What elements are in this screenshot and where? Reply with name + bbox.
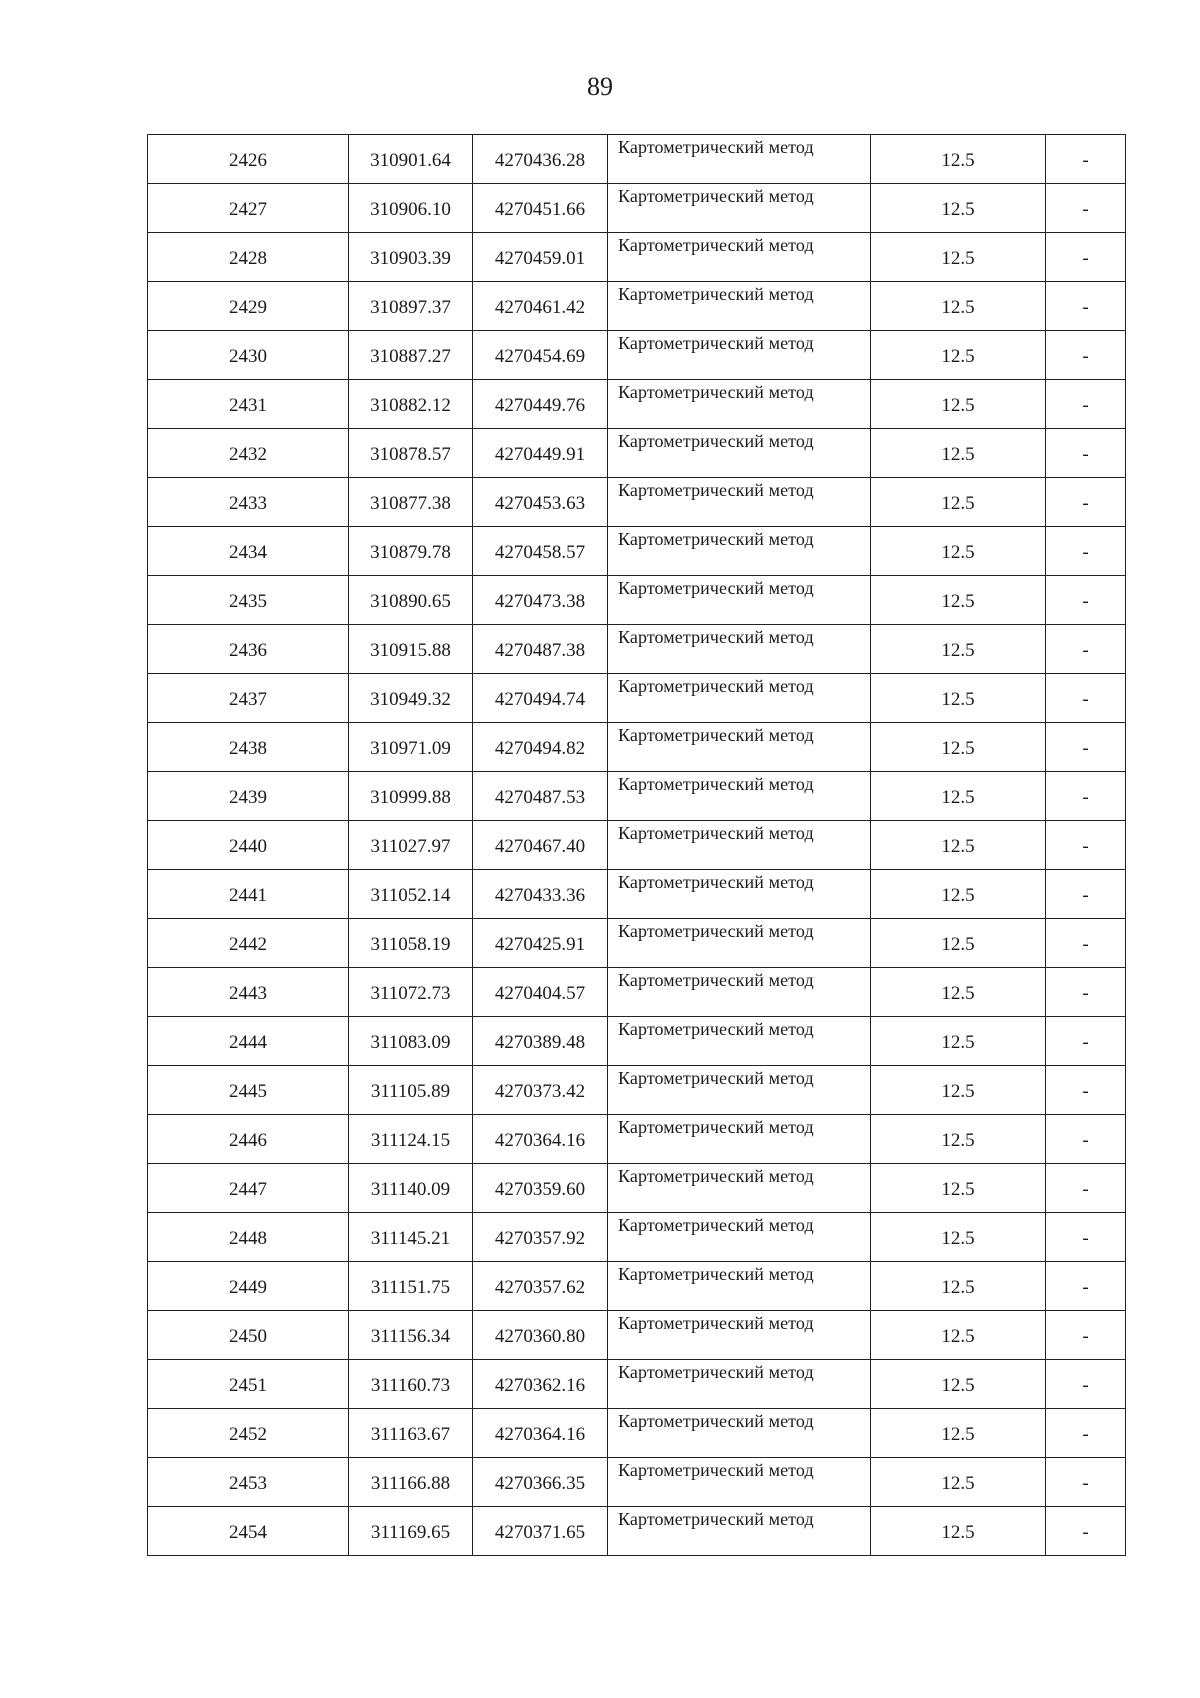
accuracy-cell: 12.5 (871, 1311, 1046, 1360)
accuracy-cell: 12.5 (871, 1213, 1046, 1262)
note-cell: - (1046, 1017, 1126, 1066)
note-cell: - (1046, 1066, 1126, 1115)
point-number-cell: 2443 (148, 968, 349, 1017)
note-cell: - (1046, 233, 1126, 282)
y-coordinate-cell: 4270364.16 (473, 1409, 608, 1458)
point-number-cell: 2442 (148, 919, 349, 968)
table-row (148, 380, 1126, 429)
point-number-cell: 2431 (148, 380, 349, 429)
note-cell: - (1046, 135, 1126, 184)
note-cell: - (1046, 1311, 1126, 1360)
y-coordinate-cell: 4270449.76 (473, 380, 608, 429)
method-cell: Картометрический метод (608, 1164, 871, 1213)
note-cell: - (1046, 429, 1126, 478)
x-coordinate-cell: 310915.88 (349, 625, 473, 674)
accuracy-cell: 12.5 (871, 723, 1046, 772)
y-coordinate-cell: 4270487.38 (473, 625, 608, 674)
x-coordinate-cell: 311156.34 (349, 1311, 473, 1360)
y-coordinate-cell: 4270389.48 (473, 1017, 608, 1066)
x-coordinate-cell: 310882.12 (349, 380, 473, 429)
point-number-cell: 2447 (148, 1164, 349, 1213)
table-row (148, 1311, 1126, 1360)
point-number-cell: 2433 (148, 478, 349, 527)
table-row (148, 1115, 1126, 1164)
method-cell: Картометрический метод (608, 1458, 871, 1507)
point-number-cell: 2445 (148, 1066, 349, 1115)
note-cell: - (1046, 1507, 1126, 1556)
x-coordinate-cell: 311166.88 (349, 1458, 473, 1507)
coordinates-table-body (148, 135, 1126, 1556)
y-coordinate-cell: 4270357.92 (473, 1213, 608, 1262)
note-cell: - (1046, 870, 1126, 919)
y-coordinate-cell: 4270404.57 (473, 968, 608, 1017)
note-cell: - (1046, 478, 1126, 527)
y-coordinate-cell: 4270366.35 (473, 1458, 608, 1507)
x-coordinate-cell: 310890.65 (349, 576, 473, 625)
accuracy-cell: 12.5 (871, 772, 1046, 821)
x-coordinate-cell: 310949.32 (349, 674, 473, 723)
x-coordinate-cell: 311160.73 (349, 1360, 473, 1409)
method-cell: Картометрический метод (608, 380, 871, 429)
y-coordinate-cell: 4270433.36 (473, 870, 608, 919)
accuracy-cell: 12.5 (871, 331, 1046, 380)
x-coordinate-cell: 311163.67 (349, 1409, 473, 1458)
x-coordinate-cell: 310901.64 (349, 135, 473, 184)
accuracy-cell: 12.5 (871, 1507, 1046, 1556)
table-row (148, 282, 1126, 331)
method-cell: Картометрический метод (608, 968, 871, 1017)
x-coordinate-cell: 311145.21 (349, 1213, 473, 1262)
note-cell: - (1046, 380, 1126, 429)
accuracy-cell: 12.5 (871, 1115, 1046, 1164)
y-coordinate-cell: 4270371.65 (473, 1507, 608, 1556)
method-cell: Картометрический метод (608, 331, 871, 380)
table-row (148, 919, 1126, 968)
y-coordinate-cell: 4270459.01 (473, 233, 608, 282)
method-cell: Картометрический метод (608, 625, 871, 674)
method-cell: Картометрический метод (608, 576, 871, 625)
x-coordinate-cell: 310999.88 (349, 772, 473, 821)
point-number-cell: 2448 (148, 1213, 349, 1262)
note-cell: - (1046, 331, 1126, 380)
table-row (148, 821, 1126, 870)
y-coordinate-cell: 4270357.62 (473, 1262, 608, 1311)
accuracy-cell: 12.5 (871, 233, 1046, 282)
accuracy-cell: 12.5 (871, 282, 1046, 331)
method-cell: Картометрический метод (608, 870, 871, 919)
method-cell: Картометрический метод (608, 1409, 871, 1458)
method-cell: Картометрический метод (608, 233, 871, 282)
accuracy-cell: 12.5 (871, 1409, 1046, 1458)
point-number-cell: 2434 (148, 527, 349, 576)
x-coordinate-cell: 311083.09 (349, 1017, 473, 1066)
note-cell: - (1046, 723, 1126, 772)
note-cell: - (1046, 968, 1126, 1017)
method-cell: Картометрический метод (608, 1360, 871, 1409)
method-cell: Картометрический метод (608, 1066, 871, 1115)
point-number-cell: 2426 (148, 135, 349, 184)
accuracy-cell: 12.5 (871, 380, 1046, 429)
y-coordinate-cell: 4270449.91 (473, 429, 608, 478)
y-coordinate-cell: 4270494.82 (473, 723, 608, 772)
method-cell: Картометрический метод (608, 1213, 871, 1262)
y-coordinate-cell: 4270494.74 (473, 674, 608, 723)
table-row (148, 870, 1126, 919)
note-cell: - (1046, 184, 1126, 233)
table-row (148, 1213, 1126, 1262)
accuracy-cell: 12.5 (871, 478, 1046, 527)
point-number-cell: 2435 (148, 576, 349, 625)
x-coordinate-cell: 311169.65 (349, 1507, 473, 1556)
point-number-cell: 2451 (148, 1360, 349, 1409)
x-coordinate-cell: 311058.19 (349, 919, 473, 968)
note-cell: - (1046, 1262, 1126, 1311)
point-number-cell: 2446 (148, 1115, 349, 1164)
table-row (148, 331, 1126, 380)
method-cell: Картометрический метод (608, 1507, 871, 1556)
note-cell: - (1046, 1360, 1126, 1409)
point-number-cell: 2437 (148, 674, 349, 723)
point-number-cell: 2453 (148, 1458, 349, 1507)
method-cell: Картометрический метод (608, 1262, 871, 1311)
accuracy-cell: 12.5 (871, 576, 1046, 625)
table-row (148, 429, 1126, 478)
note-cell: - (1046, 282, 1126, 331)
accuracy-cell: 12.5 (871, 625, 1046, 674)
method-cell: Картометрический метод (608, 429, 871, 478)
point-number-cell: 2449 (148, 1262, 349, 1311)
accuracy-cell: 12.5 (871, 184, 1046, 233)
x-coordinate-cell: 311052.14 (349, 870, 473, 919)
accuracy-cell: 12.5 (871, 821, 1046, 870)
note-cell: - (1046, 1409, 1126, 1458)
method-cell: Картометрический метод (608, 723, 871, 772)
table-row (148, 576, 1126, 625)
x-coordinate-cell: 310906.10 (349, 184, 473, 233)
method-cell: Картометрический метод (608, 184, 871, 233)
y-coordinate-cell: 4270461.42 (473, 282, 608, 331)
y-coordinate-cell: 4270425.91 (473, 919, 608, 968)
method-cell: Картометрический метод (608, 1017, 871, 1066)
accuracy-cell: 12.5 (871, 527, 1046, 576)
accuracy-cell: 12.5 (871, 1164, 1046, 1213)
method-cell: Картометрический метод (608, 821, 871, 870)
x-coordinate-cell: 310971.09 (349, 723, 473, 772)
table-row (148, 968, 1126, 1017)
method-cell: Картометрический метод (608, 135, 871, 184)
y-coordinate-cell: 4270362.16 (473, 1360, 608, 1409)
y-coordinate-cell: 4270360.80 (473, 1311, 608, 1360)
accuracy-cell: 12.5 (871, 674, 1046, 723)
table-row (148, 1262, 1126, 1311)
point-number-cell: 2429 (148, 282, 349, 331)
method-cell: Картометрический метод (608, 282, 871, 331)
table-row (148, 184, 1126, 233)
x-coordinate-cell: 311105.89 (349, 1066, 473, 1115)
note-cell: - (1046, 1164, 1126, 1213)
x-coordinate-cell: 311140.09 (349, 1164, 473, 1213)
method-cell: Картометрический метод (608, 919, 871, 968)
point-number-cell: 2444 (148, 1017, 349, 1066)
note-cell: - (1046, 1458, 1126, 1507)
y-coordinate-cell: 4270458.57 (473, 527, 608, 576)
note-cell: - (1046, 919, 1126, 968)
point-number-cell: 2438 (148, 723, 349, 772)
accuracy-cell: 12.5 (871, 870, 1046, 919)
point-number-cell: 2430 (148, 331, 349, 380)
accuracy-cell: 12.5 (871, 429, 1046, 478)
y-coordinate-cell: 4270453.63 (473, 478, 608, 527)
x-coordinate-cell: 311124.15 (349, 1115, 473, 1164)
x-coordinate-cell: 310887.27 (349, 331, 473, 380)
point-number-cell: 2439 (148, 772, 349, 821)
x-coordinate-cell: 310878.57 (349, 429, 473, 478)
table-row (148, 527, 1126, 576)
x-coordinate-cell: 310879.78 (349, 527, 473, 576)
point-number-cell: 2441 (148, 870, 349, 919)
table-row (148, 478, 1126, 527)
table-row (148, 1507, 1126, 1556)
y-coordinate-cell: 4270487.53 (473, 772, 608, 821)
table-row (148, 1164, 1126, 1213)
table-row (148, 135, 1126, 184)
table-row (148, 772, 1126, 821)
table-row (148, 1066, 1126, 1115)
x-coordinate-cell: 310877.38 (349, 478, 473, 527)
table-row (148, 674, 1126, 723)
note-cell: - (1046, 527, 1126, 576)
accuracy-cell: 12.5 (871, 1458, 1046, 1507)
y-coordinate-cell: 4270454.69 (473, 331, 608, 380)
point-number-cell: 2452 (148, 1409, 349, 1458)
method-cell: Картометрический метод (608, 1115, 871, 1164)
accuracy-cell: 12.5 (871, 135, 1046, 184)
method-cell: Картометрический метод (608, 1311, 871, 1360)
y-coordinate-cell: 4270473.38 (473, 576, 608, 625)
table-row (148, 1409, 1126, 1458)
point-number-cell: 2432 (148, 429, 349, 478)
note-cell: - (1046, 1213, 1126, 1262)
table-row (148, 625, 1126, 674)
page-number: 89 (587, 72, 613, 101)
x-coordinate-cell: 311151.75 (349, 1262, 473, 1311)
accuracy-cell: 12.5 (871, 1360, 1046, 1409)
y-coordinate-cell: 4270451.66 (473, 184, 608, 233)
table-row (148, 1017, 1126, 1066)
y-coordinate-cell: 4270364.16 (473, 1115, 608, 1164)
method-cell: Картометрический метод (608, 478, 871, 527)
point-number-cell: 2450 (148, 1311, 349, 1360)
point-number-cell: 2428 (148, 233, 349, 282)
accuracy-cell: 12.5 (871, 1066, 1046, 1115)
table-row (148, 1360, 1126, 1409)
note-cell: - (1046, 772, 1126, 821)
note-cell: - (1046, 576, 1126, 625)
point-number-cell: 2427 (148, 184, 349, 233)
note-cell: - (1046, 821, 1126, 870)
x-coordinate-cell: 311072.73 (349, 968, 473, 1017)
table-row (148, 723, 1126, 772)
accuracy-cell: 12.5 (871, 919, 1046, 968)
y-coordinate-cell: 4270373.42 (473, 1066, 608, 1115)
accuracy-cell: 12.5 (871, 968, 1046, 1017)
method-cell: Картометрический метод (608, 674, 871, 723)
method-cell: Картометрический метод (608, 527, 871, 576)
point-number-cell: 2440 (148, 821, 349, 870)
table-row (148, 233, 1126, 282)
y-coordinate-cell: 4270436.28 (473, 135, 608, 184)
x-coordinate-cell: 311027.97 (349, 821, 473, 870)
table-row (148, 1458, 1126, 1507)
note-cell: - (1046, 674, 1126, 723)
coordinates-table (147, 134, 1126, 1556)
accuracy-cell: 12.5 (871, 1262, 1046, 1311)
accuracy-cell: 12.5 (871, 1017, 1046, 1066)
y-coordinate-cell: 4270467.40 (473, 821, 608, 870)
note-cell: - (1046, 1115, 1126, 1164)
method-cell: Картометрический метод (608, 772, 871, 821)
note-cell: - (1046, 625, 1126, 674)
y-coordinate-cell: 4270359.60 (473, 1164, 608, 1213)
point-number-cell: 2454 (148, 1507, 349, 1556)
point-number-cell: 2436 (148, 625, 349, 674)
x-coordinate-cell: 310903.39 (349, 233, 473, 282)
x-coordinate-cell: 310897.37 (349, 282, 473, 331)
